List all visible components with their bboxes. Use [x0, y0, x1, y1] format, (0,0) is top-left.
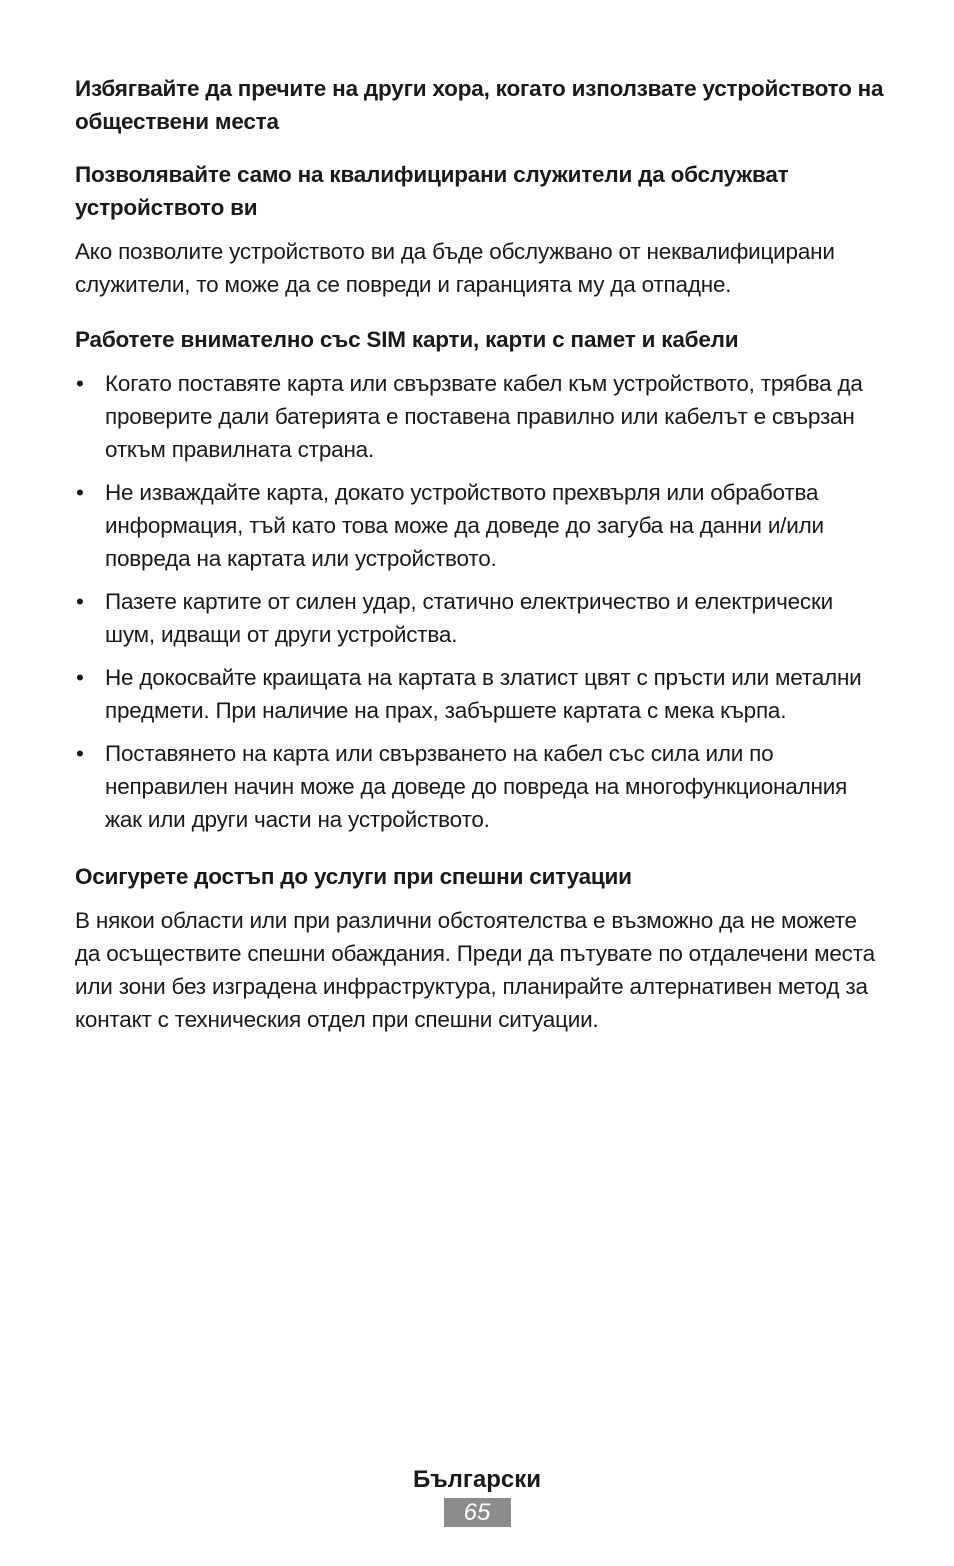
section-heading: Работете внимателно със SIM карти, карти с памет и кабели — [75, 327, 739, 352]
section-public-use — [75, 72, 885, 138]
list-item-text: Поставянето на карта или свързването на кабел със сила или по неправилен начин може да доведе до повреда на многофункционалния жак или други части на устройството. — [105, 741, 848, 832]
list-item — [75, 367, 885, 466]
list-item-text: Не докосвайте краищата на картата в златист цвят с пръсти или метални предмети. При наличие на прах, забършете картата с мека кърпа. — [105, 665, 862, 723]
section-sim-cards — [75, 323, 885, 836]
bullet-icon: • — [76, 665, 84, 690]
document-body — [75, 72, 885, 1058]
page-footer — [0, 1464, 954, 1527]
bullet-icon: • — [76, 589, 84, 614]
list-item-text: Не изваждайте карта, докато устройството прехвърля или обработва информация, тъй като това може да доведе до загуба на данни и/или повреда на картата или устройството. — [105, 480, 824, 571]
list-item — [75, 661, 885, 727]
section-heading: Избягвайте да пречите на други хора, когато използвате устройството на обществени места — [75, 76, 884, 134]
section-emergency-services — [75, 860, 885, 1036]
list-item — [75, 737, 885, 836]
list-item-text: Пазете картите от силен удар, статично електричество и електрически шум, идващи от други устройства. — [105, 589, 833, 647]
footer-language: Български — [412, 1466, 542, 1493]
bullet-list — [75, 367, 885, 836]
list-item — [75, 585, 885, 651]
section-qualified-service — [75, 158, 885, 301]
bullet-icon: • — [76, 371, 84, 396]
list-item — [75, 476, 885, 575]
section-heading: Осигурете достъп до услуги при спешни ситуации — [75, 864, 632, 889]
list-item-text: Когато поставяте карта или свързвате кабел към устройството, трябва да проверите дали батерията е поставена правилно или кабелът е свързан откъм правилната страна. — [105, 371, 863, 462]
section-heading: Позволявайте само на квалифицирани служители да обслужват устройството ви — [75, 162, 789, 220]
section-paragraph: В някои области или при различни обстоятелства е възможно да не можете да осъществите спешни обаждания. Преди да пътувате по отдалечени места или зони без изградена инфраструктура, планирайте алтернативен метод за контакт с техническия отдел при спешни ситуации. — [75, 908, 875, 1032]
bullet-icon: • — [76, 741, 84, 766]
section-paragraph: Ако позволите устройството ви да бъде обслужвано от неквалифицирани служители, то може да се повреди и гаранцията му да отпадне. — [75, 239, 835, 297]
page-number: 65 — [444, 1498, 511, 1527]
bullet-icon: • — [76, 480, 84, 505]
